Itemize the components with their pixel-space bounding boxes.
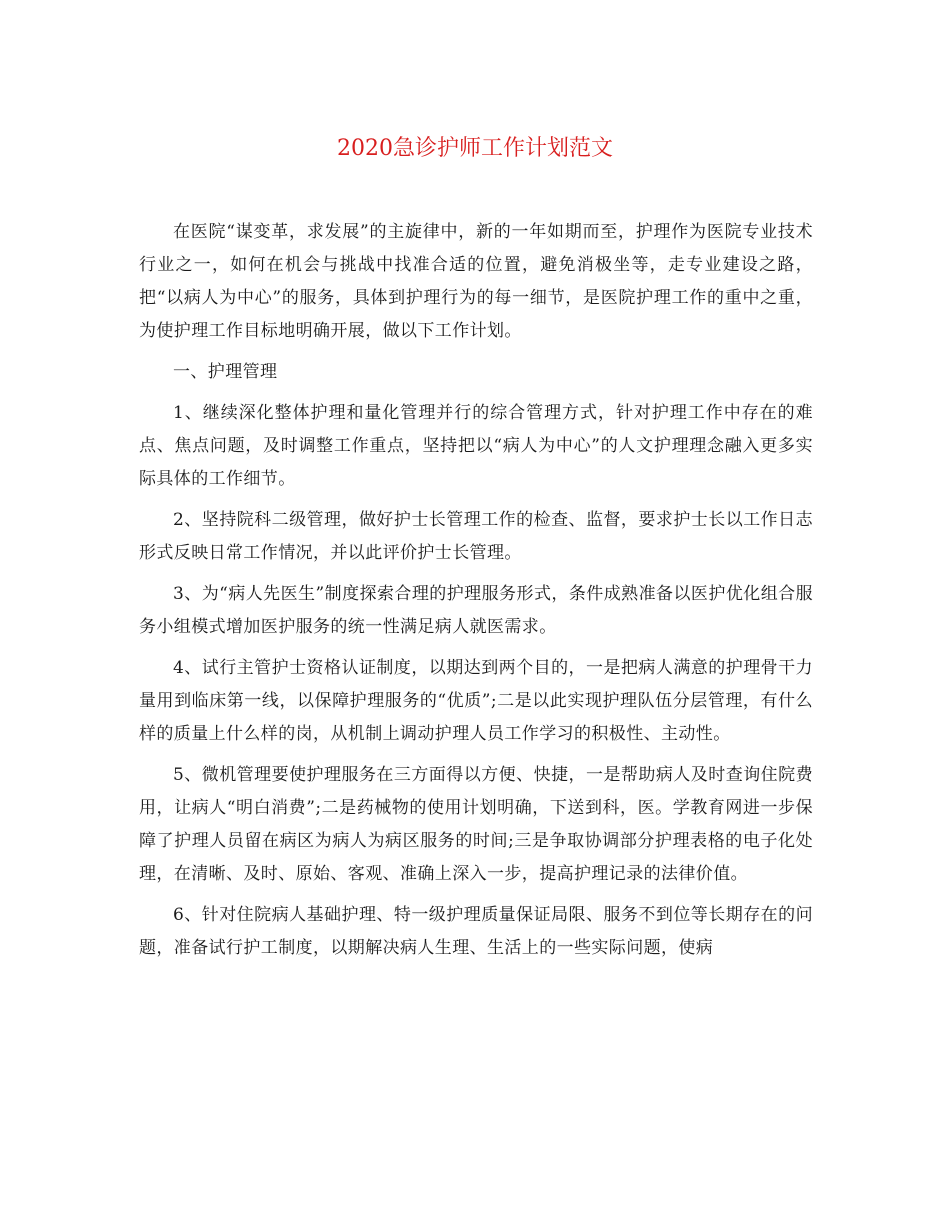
- paragraph-item-4: 4、试行主管护士资格认证制度，以期达到两个目的，一是把病人满意的护理骨干力量用到临床第一线，以保障护理服务的“优质”;二是以此实现护理队伍分层管理，有什么样的质量上什么样的岗，从机制上调动护理人员工作学习的积极性、主动性。: [139, 658, 813, 744]
- paragraph-item-2: 2、坚持院科二级管理，做好护士长管理工作的检查、监督，要求护士长以工作日志形式反映日常工作情况，并以此评价护士长管理。: [139, 510, 813, 563]
- document-title: 2020急诊护师工作计划范文: [337, 136, 613, 161]
- paragraph-intro: 在医院“谋变革，求发展”的主旋律中，新的一年如期而至，护理作为医院专业技术行业之一，如何在机会与挑战中找准合适的位置，避免消极坐等，走专业建设之路，把“以病人为中心”的服务，具体到护理行为的每一细节，是医院护理工作的重中之重，为使护理工作目标地明确开展，做以下工作计划。: [139, 222, 813, 341]
- section-heading-nursing-management: 一、护理管理: [173, 362, 278, 382]
- document-body: [139, 216, 813, 973]
- paragraph-item-5: 5、微机管理要使护理服务在三方面得以方便、快捷，一是帮助病人及时查询住院费用，让病人“明白消费”;二是药械物的使用计划明确，下送到科，医。学教育网进一步保障了护理人员留在病区为病人为病区服务的时间;三是争取协调部分护理表格的电子化处理，在清晰、及时、原始、客观、准确上深入一步，提高护理记录的法律价值。: [139, 765, 813, 884]
- paragraph-item-6: 6、针对住院病人基础护理、特一级护理质量保证局限、服务不到位等长期存在的问题，准备试行护工制度，以期解决病人生理、生活上的一些实际问题，使病: [139, 905, 813, 958]
- paragraph-item-3: 3、为“病人先医生”制度探索合理的护理服务形式，条件成熟准备以医护优化组合服务小组模式增加医护服务的统一性满足病人就医需求。: [139, 584, 813, 637]
- paragraph-item-1: 1、继续深化整体护理和量化管理并行的综合管理方式，针对护理工作中存在的难点、焦点问题，及时调整工作重点，坚持把以“病人为中心”的人文护理理念融入更多实际具体的工作细节。: [139, 403, 813, 489]
